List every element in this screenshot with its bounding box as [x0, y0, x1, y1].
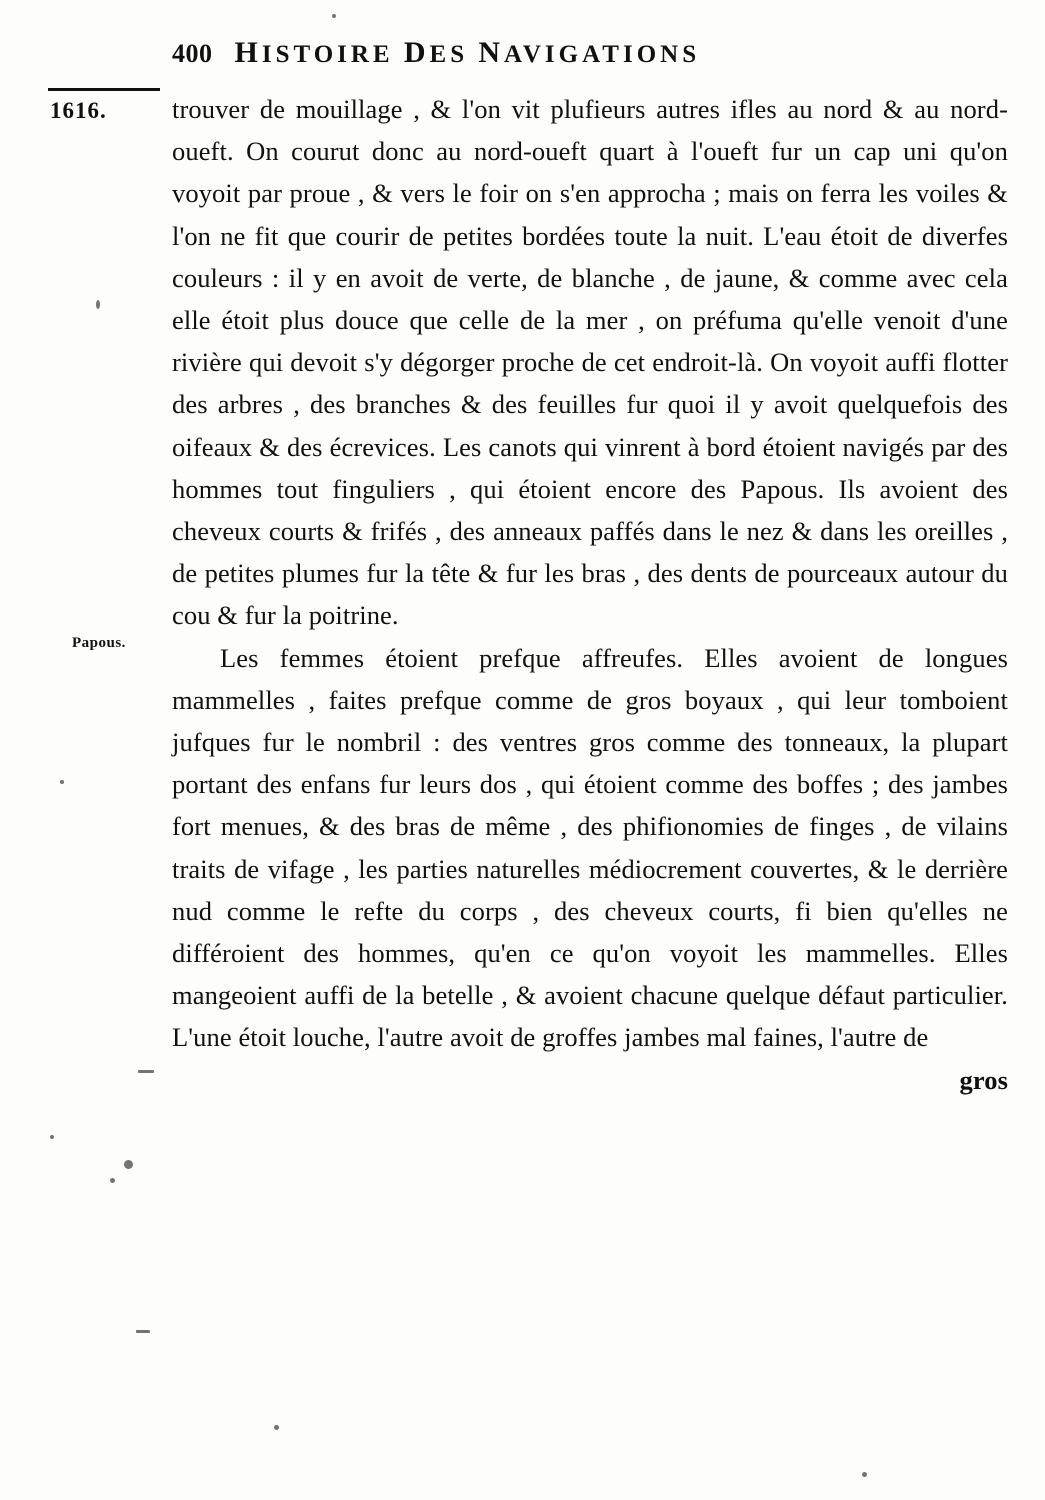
- paragraph-2: Les femmes étoient prefque affreufes. Elles avoient de longues mammelles , faites prefque comme de gros boyaux , qui leur tomboient jufques fur le nombril : des ventres gros comme des tonneaux, la plupart portant des enfans fur leurs dos , qui étoient comme des boffes ; des jambes fort menues, & des bras de même , des phifionomies de finges , de vilains traits de vifage , les parties naturelles médiocrement couvertes, & le derrière nud comme le refte du corps , des cheveux courts, fi bien qu'elles ne différoient des hommes, qu'en ce qu'on voyoit les mammelles. Elles mangeoient auffi de la betelle , & avoient chacune quelque défaut particulier. L'une étoit louche, l'autre avoit de groffes jambes mal faines, l'autre de: [172, 642, 1008, 1053]
- scan-speck: [124, 1160, 133, 1169]
- scan-speck: [50, 1135, 54, 1139]
- scan-speck: [862, 1472, 867, 1477]
- scan-speck: [136, 1330, 150, 1333]
- side-note-papous: Papous.: [72, 635, 126, 651]
- scan-speck: [138, 1070, 154, 1073]
- scan-speck: [274, 1425, 279, 1430]
- scan-speck: [110, 1178, 115, 1183]
- folio-number: 400: [172, 39, 213, 68]
- scan-speck: [332, 14, 336, 18]
- margin-rule: [48, 88, 160, 91]
- body-text: [172, 88, 1008, 1101]
- running-title: HISTOIRE DES NAVIGATIONS: [234, 36, 701, 69]
- catchword: gros: [959, 1064, 1008, 1095]
- paragraph-1: trouver de mouillage , & l'on vit plufieurs autres ifles au nord & au nord-oueft. On courut donc au nord-oueft quart à l'oueft fur un cap uni qu'on voyoit par proue , & vers le foir on s'en approcha ; mais on ferra les voiles & l'on ne fit que courir de petites bordées toute la nuit. L'eau étoit de diverfes couleurs : il y en avoit de verte, de blanche , de jaune, & comme avec cela elle étoit plus douce que celle de la mer , on préfuma qu'elle venoit d'une rivière qui devoit s'y dégorger proche de cet endroit-là. On voyoit auffi flotter des arbres , des branches & des feuilles fur quoi il y avoit quelquefois des oifeaux & des écrevices. Les canots qui vinrent à bord étoient navigés par des hommes tout finguliers , qui étoient encore des Papous. Ils avoient des cheveux courts & frifés , des anneaux paffés dans le nez & dans les oreilles , de petites plumes fur la tête & fur les bras , des dents de pourceaux autour du cou & fur la poitrine.: [172, 94, 1008, 631]
- scan-speck: [96, 300, 100, 309]
- year-marginal: 1616.: [50, 98, 107, 123]
- page-header: [172, 36, 962, 70]
- scan-speck: [60, 780, 64, 784]
